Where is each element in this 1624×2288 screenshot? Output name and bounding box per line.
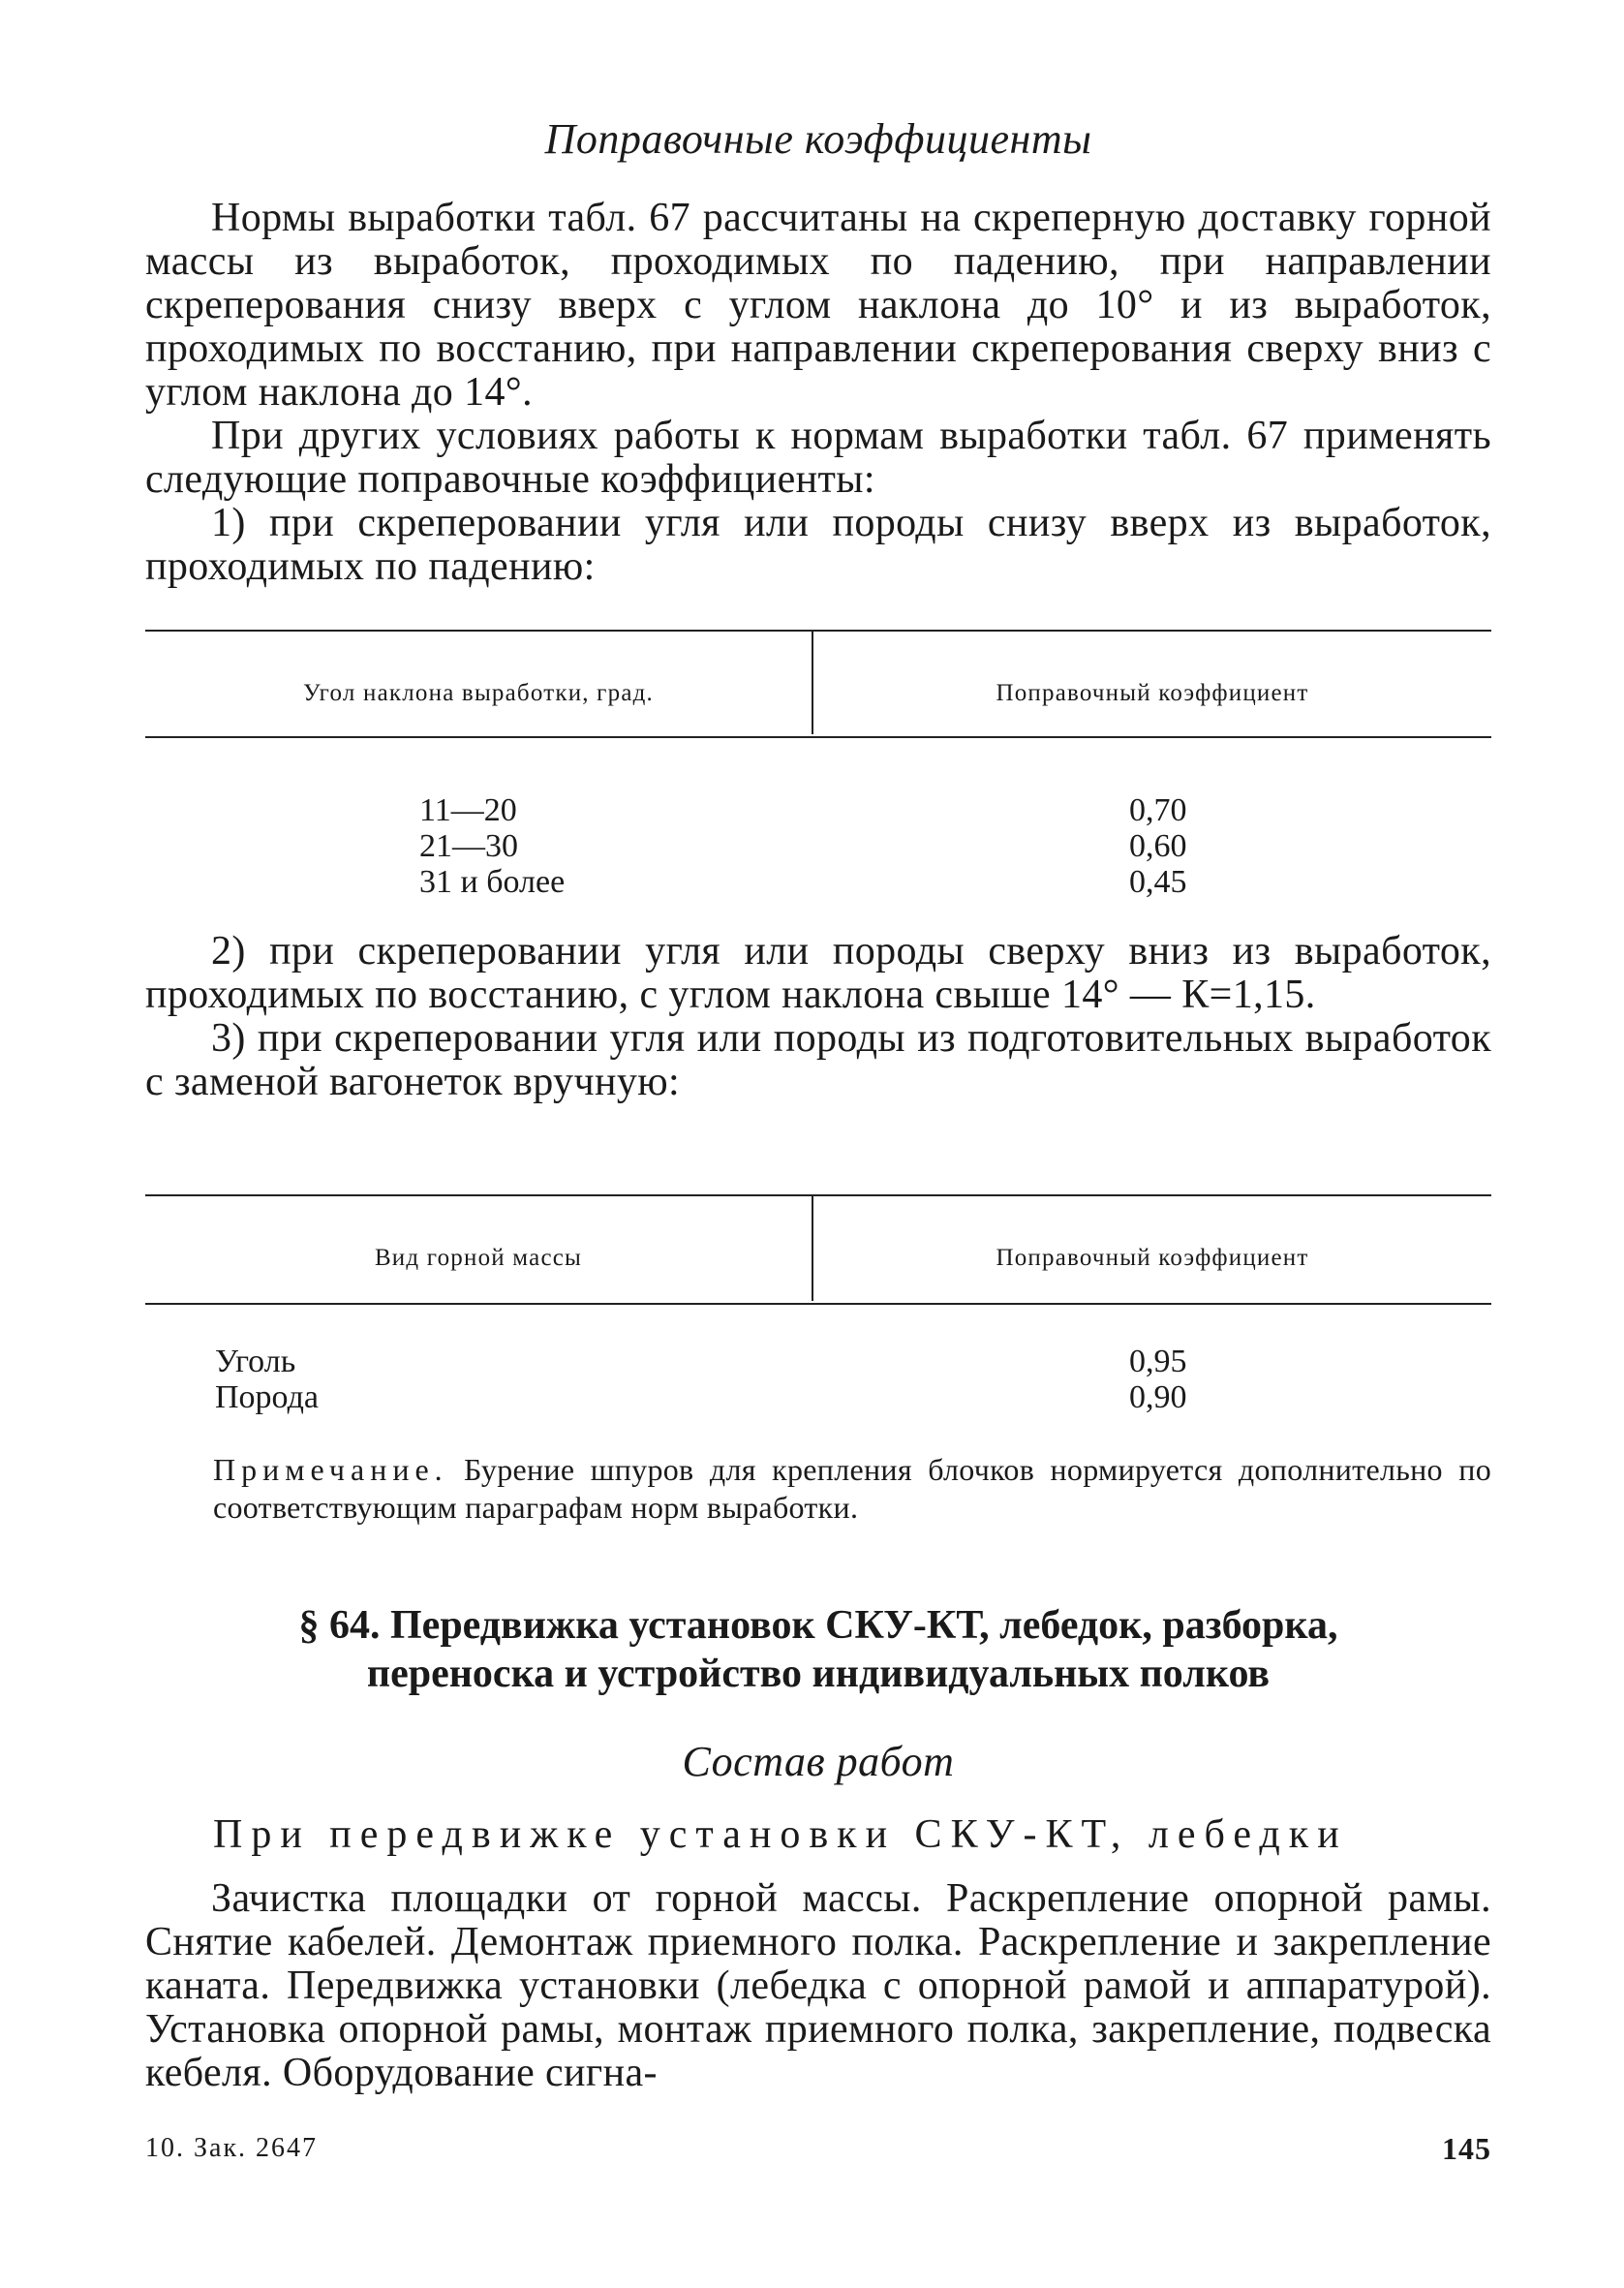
table-header-rule	[145, 736, 1491, 738]
table-cell: 21—30	[419, 828, 518, 864]
table-cell: 0,70	[1129, 792, 1187, 828]
section-64-heading-line2: переноска и устройство индивидуальных полков	[366, 1652, 1271, 1696]
coefficient-column	[1129, 1344, 1187, 1415]
section-title: Поправочные коэффициенты	[544, 115, 1092, 163]
section-64-heading	[145, 1601, 1491, 1698]
mid-text-block	[145, 930, 1491, 1104]
note-label: Примечание.	[213, 1452, 448, 1487]
table-header-coefficient: Поправочный коэффициент	[996, 1245, 1309, 1271]
work-text-block	[145, 1877, 1491, 2095]
table-cell: 0,60	[1129, 828, 1187, 864]
note-block	[213, 1451, 1491, 1527]
paragraph-item-3: 3) при скреперовании угля или породы из подготовительных выработок с заменой вагонеток вручную:	[145, 1016, 1491, 1104]
footer-print-mark: 10. Зак. 2647	[145, 2133, 319, 2163]
paragraph-work-composition: Зачистка площадки от горной массы. Раскрепление опорной рамы. Снятие кабелей. Демонтаж приемного полка. Раскрепление и закрепление каната. Передвижка установки (лебедка с опорной рамой и аппаратурой). Установка опорной рамы, монтаж приемного полка, закрепление, подвеска кебеля. Оборудование сигна-	[145, 1876, 1491, 2095]
section-64-heading-line1: § 64. Передвижка установок СКУ-КТ, лебедок, разборка,	[298, 1603, 1338, 1648]
top-text-block	[145, 197, 1491, 589]
paragraph-item-1: 1) при скреперовании угля или породы снизу вверх из выработок, проходимых по падению:	[145, 501, 1491, 589]
table-cell: 11—20	[419, 792, 517, 828]
note-body: Бурение шпуров для крепления блочков нормируется дополнительно по соответствующим параграфам норм выработки.	[213, 1452, 1491, 1525]
page-number: 145	[1442, 2131, 1491, 2166]
coefficient-column	[1129, 792, 1187, 900]
section-subtitle: Состав работ	[682, 1738, 955, 1785]
table-header-kind: Вид горной массы	[374, 1245, 583, 1271]
table-cell: 0,45	[1129, 864, 1187, 900]
angle-column	[419, 792, 565, 900]
kind-column	[215, 1344, 319, 1415]
paragraph-item-2: 2) при скреперовании угля или породы сверху вниз из выработок, проходимых по восстанию, с углом наклона свыше 14° — К=1,15.	[145, 929, 1491, 1017]
table-top-rule	[145, 630, 1491, 632]
paragraph-norms: Нормы выработки табл. 67 рассчитаны на скреперную доставку горной массы из выработок, проходимых по падению, при направлении скреперования снизу вверх с углом наклона до 10° и из выработок, проходимых по восстанию, при направлении скреперования сверху вниз с углом наклона до 14°.	[145, 196, 1491, 415]
table-top-rule	[145, 1194, 1491, 1196]
note-text	[213, 1451, 1491, 1527]
table-mass-coefficients	[145, 1194, 1491, 1427]
table-cell: 0,95	[1129, 1344, 1187, 1379]
work-subheading: При передвижке установки СКУ-КТ, лебедки	[213, 1812, 1348, 1857]
table-cell: Уголь	[215, 1344, 296, 1379]
table-cell: 0,90	[1129, 1379, 1187, 1415]
table-cell: Порода	[215, 1379, 319, 1415]
table-header-angle: Угол наклона выработки, град.	[302, 680, 654, 706]
table-header-coefficient: Поправочный коэффициент	[996, 680, 1309, 706]
paragraph-other-conditions: При других условиях работы к нормам выработки табл. 67 применять следующие поправочные коэффициенты:	[145, 414, 1491, 502]
table-angle-coefficients	[145, 630, 1491, 900]
table-cell: 31 и более	[419, 864, 566, 900]
table-header-rule	[145, 1303, 1491, 1305]
